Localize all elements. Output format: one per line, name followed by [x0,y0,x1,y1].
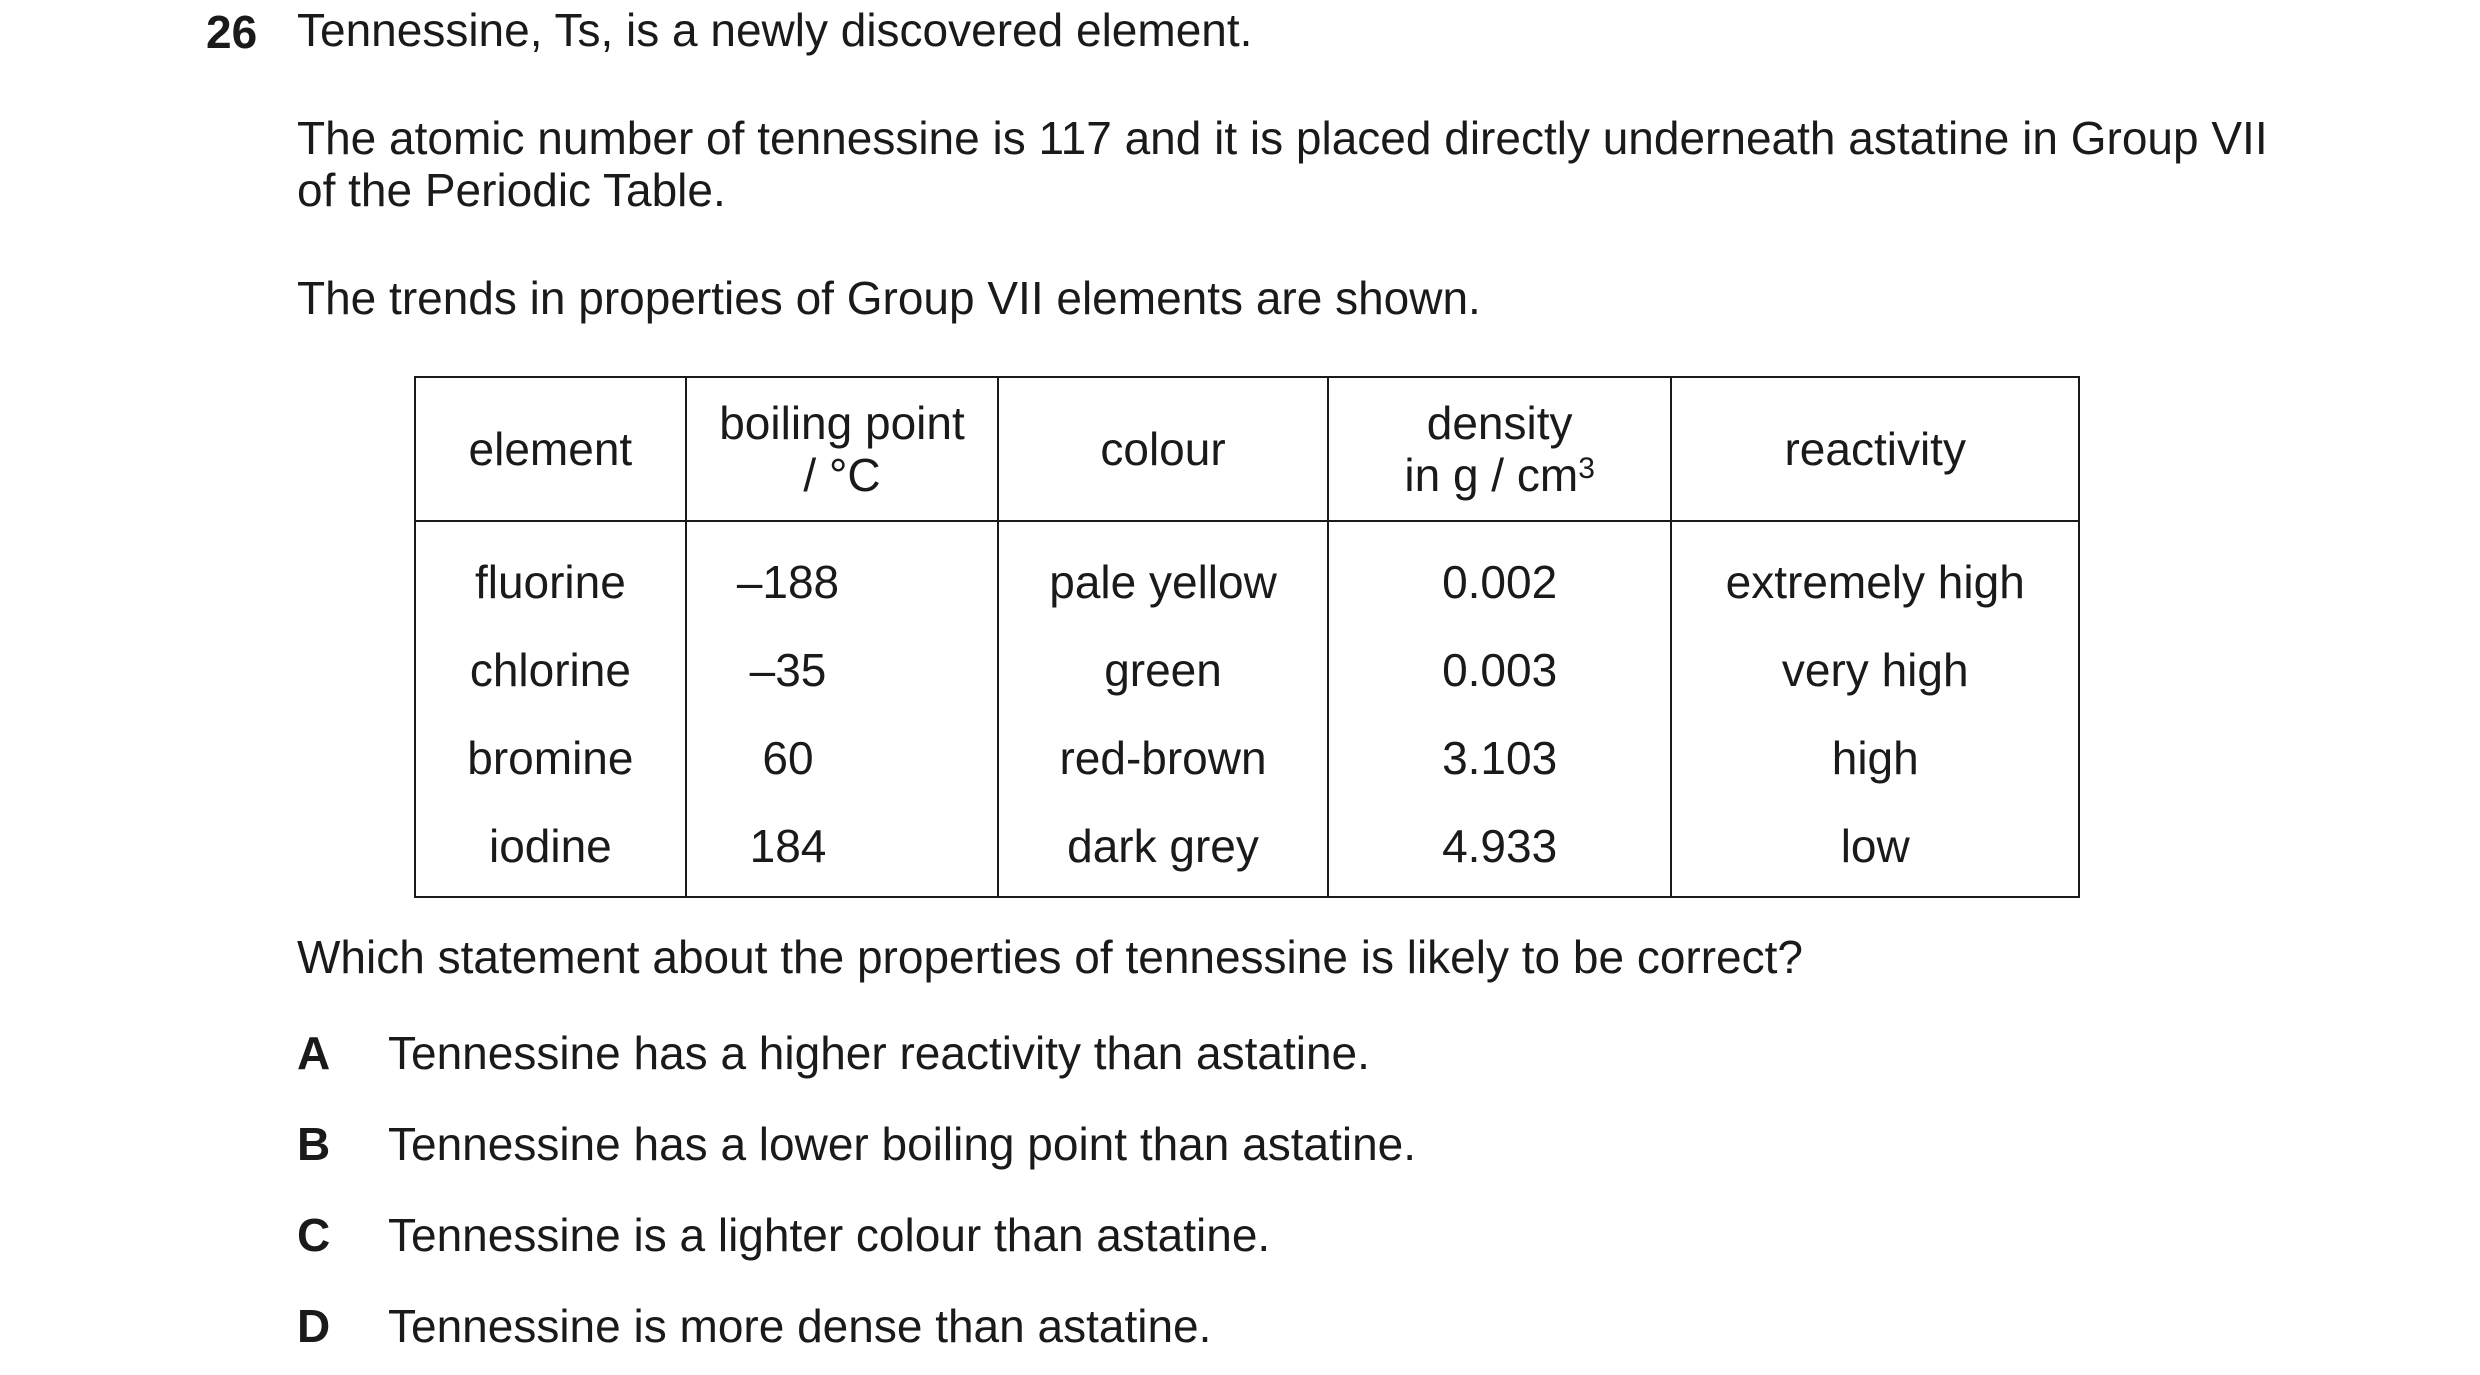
table-row [415,626,2079,714]
table-row [415,521,2079,626]
cell-element: iodine [415,802,686,897]
header-density-unit [1329,449,1671,501]
question-number: 26 [206,6,258,58]
option-a-letter: A [297,1027,331,1079]
cell-reactivity: very high [1671,626,2079,714]
option-c-text: Tennessine is a lighter colour than astatine. [388,1209,1271,1261]
cell-density: 4.933 [1328,802,1672,897]
option-a-text: Tennessine has a higher reactivity than astatine. [388,1027,1370,1079]
cell-density: 3.103 [1328,714,1672,802]
table-row [415,714,2079,802]
option-b-text: Tennessine has a lower boiling point than astatine. [388,1118,1417,1170]
paragraph-line-1: The atomic number of tennessine is 117 and it is placed directly underneath astatine in Group VII [297,112,2268,164]
cell-reactivity: low [1671,802,2079,897]
cell-density: 0.003 [1328,626,1672,714]
option-d-letter: D [297,1300,331,1352]
header-element: element [415,377,686,521]
cell-colour: dark grey [998,802,1328,897]
cell-colour: green [998,626,1328,714]
cell-colour: pale yellow [998,521,1328,626]
cell-boiling-point: –35 [686,626,998,714]
header-density-label: density [1426,397,1573,449]
header-density-unit-text: in g / cm [1404,449,1579,501]
trends-text: The trends in properties of Group VII elements are shown. [297,272,1481,324]
header-colour: colour [998,377,1328,521]
header-density-superscript: 3 [1578,452,1595,485]
cell-element: fluorine [415,521,686,626]
option-b-letter: B [297,1118,331,1170]
header-reactivity: reactivity [1671,377,2079,521]
option-d-text: Tennessine is more dense than astatine. [388,1300,1212,1352]
cell-element: chlorine [415,626,686,714]
table-row [415,802,2079,897]
header-density [1328,377,1672,521]
option-c[interactable] [297,1207,1270,1263]
question-prompt: Which statement about the properties of tennessine is likely to be correct? [297,931,1804,983]
cell-boiling-point: 184 [686,802,998,897]
cell-boiling-point: 60 [686,714,998,802]
cell-density: 0.002 [1328,521,1672,626]
group-vii-properties-table [414,376,2080,898]
paragraph-line-2: of the Periodic Table. [297,164,726,216]
cell-element: bromine [415,714,686,802]
cell-reactivity: high [1671,714,2079,802]
cell-colour: red-brown [998,714,1328,802]
option-d[interactable] [297,1298,1211,1354]
option-b[interactable] [297,1116,1416,1172]
header-boiling-point-label: boiling point [719,397,965,449]
cell-reactivity: extremely high [1671,521,2079,626]
table-header-row [415,377,2079,521]
cell-boiling-point: –188 [686,521,998,626]
header-boiling-point [686,377,998,521]
header-boiling-point-unit: / °C [803,449,881,501]
option-c-letter: C [297,1209,331,1261]
question-intro: Tennessine, Ts, is a newly discovered element. [297,4,1253,56]
option-a[interactable] [297,1025,1370,1081]
